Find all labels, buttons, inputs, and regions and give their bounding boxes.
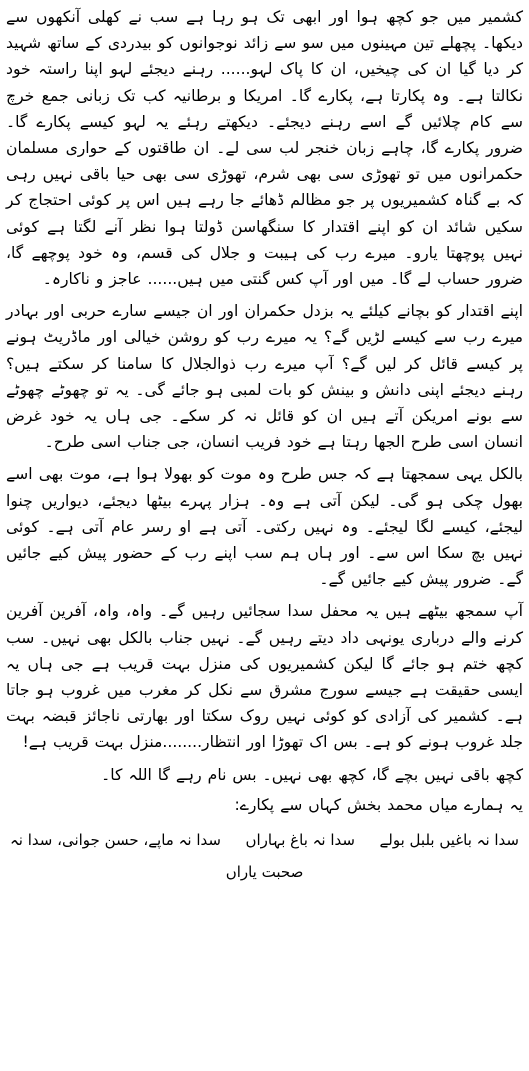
poem-phrase: سدا نہ ماپے، حسن جوانی، سدا نہ	[10, 831, 221, 850]
poem-phrase: سدا نہ باغ بہاراں	[245, 831, 355, 850]
paragraph-5: کچھ باقی نہیں بچے گا، کچھ بھی نہیں۔ بس نام رہے گا اللہ کا۔	[101, 765, 523, 784]
poem-line	[6, 826, 523, 854]
poem-verse	[6, 826, 523, 886]
paragraph-2: اپنے اقتدار کو بچانے کیلئے یہ بزدل حکمران اور ان جیسے سارے حربی اور بہادر میرے رب سے کیسے لڑیں گے؟ یہ میرے رب کو روشن خیالی اور ماڈریٹ ہونے پر کیسے قائل کر لیں گے؟ آپ میرے رب ذوالجلال کا سامنا کر سکتے ہیں؟ رہنے دیجئے اپنی دانش و بینش کو بات لمبی ہو جائے گی۔ یہ تو چھوٹے چھوٹے سے بونے امریکن آتے ہیں ان کو قائل نہ کر سکے۔ جی ہاں یہ خود غرض انسان اسی طرح الجھا رہتا ہے خود فریب انسان، جی جناب اسی طرح۔	[6, 302, 523, 452]
poem-phrase: سدا نہ باغیں بلبل بولے	[379, 831, 519, 850]
paragraph-6: یہ ہمارے میاں محمد بخش کہاں سے پکارے:	[234, 795, 523, 814]
paragraph-1: کشمیر میں جو کچھ ہوا اور ابھی تک ہو رہا ہے سب نے کھلی آنکھوں سے دیکھا۔ پچھلے تین مہینوں میں سو سے زائد نوجوانوں کو بیدردی کے ساتھ شہید کر دیا گیا ان کی چیخیں، ان کا پاک لہو...... رہنے دیجئے لہو اپنا راستہ خود نکالتا ہے۔ وہ پکارتا ہے، پکارے گا۔ امریکا و برطانیہ کب تک زبانی جمع خرچ سے کام چلائیں گے اسے رہنے دیجئے۔ دیکھتے رہئے یہ لہو کیسے پکارے گا۔ ضرور پکارے گا، چاہے زبان خنجر لب سی لے۔ ان طاقتوں کے حواری مسلمان حکمرانوں میں تو تھوڑی سی بھی شرم، تھوڑی سی بھی حیا باقی نہیں رہی کہ بے گناہ کشمیریوں پر جو مظالم ڈھائے جا رہے ہیں اس پر کوئی احتجاج کر سکیں شائد ان کو اپنے اقتدار کا سنگھاسن ڈولتا ہوا نظر آنے لگتا ہے کوئی نہیں پوچھتا یارو۔ میرے رب کی ہیبت و جلال کی قسم، وہ خود پوچھے گا، ضرور حساب لے گا۔ میں اور آپ کس گنتی میں ہیں...... عاجز و ناکارہ۔	[6, 8, 523, 289]
paragraph-3: بالکل یہی سمجھتا ہے کہ جس طرح وہ موت کو بھولا ہوا ہے، موت بھی اسے بھول چکی ہو گی۔ لیکن آتی ہے وہ۔ ہزار پہرے بیٹھا دیجئے، دیواریں چنوا لیجئے، کیسے لگا لیجئے۔ وہ نہیں رکتی۔ آتی ہے او رسر عام آتی ہے۔ کوئی نہیں بچ سکا اس سے۔ اور ہاں ہم سب اپنے رب کے حضور پیش کیے جائیں گے۔ ضرور پیش کیے جائیں گے۔	[6, 465, 523, 589]
paragraph-4: آپ سمجھ بیٹھے ہیں یہ محفل سدا سجائیں رہیں گے۔ واہ، واہ، آفرین آفرین کرنے والے درباری یونہی داد دیتے رہیں گے۔ نہیں جناب بالکل بھی نہیں۔ سب کچھ ختم ہو جائے گا لیکن کشمیریوں کی منزل بہت قریب ہے جی ہاں یہ ایسی حقیقت ہے جیسے سورج مشرق سے نکل کر مغرب میں غروب ہو جاتا ہے۔ کشمیر کی آزادی کو کوئی نہیں روک سکتا اور بھارتی ناجائز قبضہ بہت جلد غروب ہونے کو ہے۔ بس اک تھوڑا اور انتظار........منزل بہت قریب ہے!	[6, 602, 523, 752]
poem-closing-phrase: صحبت یاراں	[225, 863, 304, 882]
